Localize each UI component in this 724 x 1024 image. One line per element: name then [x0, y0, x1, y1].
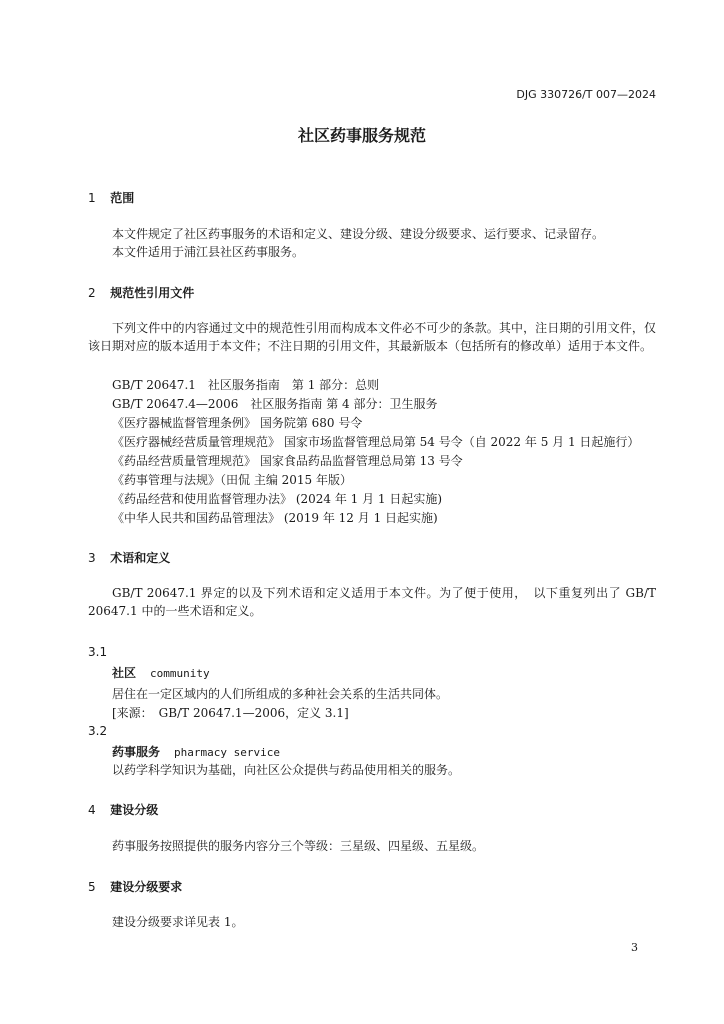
section-4-heading	[88, 801, 158, 818]
terms-intro: GB/T 20647.1 界定的以及下列术语和定义适用于本文件。为了便于使用， 以下重复列出了 GB/T 20647.1 中的一些术语和定义。	[88, 586, 656, 618]
section-1-heading	[88, 189, 134, 206]
reference-item: 《药品经营和使用监督管理办法》 (2024 年 1 月 1 日起实施)	[112, 492, 443, 506]
scope-line: 本文件规定了社区药事服务的术语和定义、建设分级、建设分级要求、运行要求、记录留存。	[112, 227, 605, 241]
scope-line: 本文件适用于浦江县社区药事服务。	[112, 245, 305, 259]
section-title: 范围	[110, 191, 135, 205]
document-code: DJG 330726/T 007—2024	[516, 88, 656, 101]
references-intro: 下列文件中的内容通过文中的规范性引用而构成本文件必不可少的条款。其中，注日期的引用文件，仅该日期对应的版本适用于本文件；不注日期的引用文件，其最新版本（包括所有的修改单）适用于本文件。	[88, 321, 656, 353]
term-entry	[112, 664, 210, 681]
term-chinese: 药事服务	[112, 745, 161, 759]
term-english: pharmacy service	[174, 746, 280, 759]
term-number: 3.1	[88, 645, 108, 659]
section-number: 1	[88, 191, 96, 205]
term-number: 3.2	[88, 724, 108, 738]
requirements-text: 建设分级要求详见表 1。	[112, 915, 244, 929]
page-title: 社区药事服务规范	[297, 126, 426, 145]
term-english: community	[150, 667, 210, 680]
term-definition: 居住在一定区域内的人们所组成的多种社会关系的生活共同体。	[112, 687, 449, 701]
term-entry	[112, 743, 280, 760]
term-chinese: 社区	[112, 666, 137, 680]
section-5-heading	[88, 878, 182, 895]
section-2-heading	[88, 284, 194, 301]
section-3-heading	[88, 549, 170, 566]
section-number: 4	[88, 803, 96, 817]
section-title: 术语和定义	[110, 551, 171, 565]
reference-item: 《医疗器械监督管理条例》 国务院第 680 号令	[112, 416, 363, 430]
section-title: 建设分级要求	[110, 880, 183, 894]
reference-item: GB/T 20647.4—2006 社区服务指南 第 4 部分：卫生服务	[112, 397, 438, 411]
section-number: 3	[88, 551, 96, 565]
page-number: 3	[631, 941, 638, 954]
section-number: 2	[88, 286, 96, 300]
section-number: 5	[88, 880, 96, 894]
term-definition: 以药学科学知识为基础，向社区公众提供与药品使用相关的服务。	[112, 763, 461, 777]
reference-item: GB/T 20647.1 社区服务指南 第 1 部分：总则	[112, 378, 380, 392]
grading-text: 药事服务按照提供的服务内容分三个等级：三星级、四星级、五星级。	[112, 839, 485, 853]
section-title: 规范性引用文件	[110, 286, 195, 300]
reference-item: 《药品经营质量管理规范》 国家食品药品监督管理总局第 13 号令	[112, 454, 463, 468]
term-source: [来源： GB/T 20647.1—2006，定义 3.1]	[112, 706, 349, 720]
section-title: 建设分级	[110, 803, 159, 817]
reference-item: 《医疗器械经营质量管理规范》 国家市场监督管理总局第 54 号令（自 2022 年 5 月 1 日起施行）	[112, 435, 640, 449]
reference-item: 《中华人民共和国药品管理法》 (2019 年 12 月 1 日起实施)	[112, 511, 438, 525]
reference-item: 《药事管理与法规》（田侃 主编 2015 年版）	[112, 473, 352, 487]
